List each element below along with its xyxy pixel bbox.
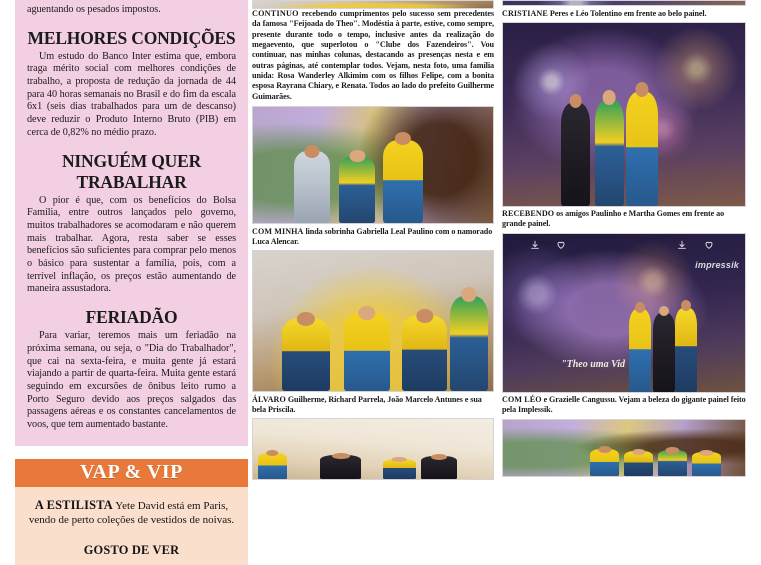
caption-lead: COM MINHA <box>252 226 304 236</box>
section-body-melhores-condicoes: Um estudo do Banco Inter estima que, embora traga mérito social com melhores condições de trabalho, a proposta de redução da jornada de 44 para 40 horas semanais no Brasil e do fim da escala 6x1 (seis dias trabalhados para um de descanso) deve reduzir o Produto Interno Bruto (PIB) em cerca de 0,82% no médio prazo. <box>27 50 236 138</box>
head-shape <box>431 454 447 460</box>
section-body-feriadao: Para variar, teremos mais um feriadão na próxima semana, ou seja, o "Dia do Trabalhador", que cai na sexta-feira, e muita gente já estará viajando a partir de quarta-feira. Muita gente estará seguindo em excursões de ônibus leito rumo a Porto Seguro devido aos preços salgados das passagens aéreas e os constantes cancelamentos de voos, que tem aumentado bastante. <box>27 330 236 431</box>
person-silhouette <box>383 140 424 224</box>
photo-leo-grazielle <box>502 233 746 393</box>
vap-vip-banner <box>15 459 248 487</box>
photo-cristiane-leo <box>502 22 746 207</box>
person-silhouette <box>675 308 697 392</box>
download-icon[interactable] <box>677 240 687 250</box>
person-silhouette <box>653 313 675 392</box>
person-silhouette <box>658 450 687 476</box>
panel-title-text: "Theo uma Vid <box>561 358 625 370</box>
head-shape <box>266 450 278 456</box>
person-silhouette <box>344 313 390 391</box>
head-shape <box>603 90 616 105</box>
head-shape <box>632 449 645 455</box>
download-icon[interactable] <box>530 240 540 250</box>
heart-icon[interactable] <box>704 240 714 250</box>
intro-paragraph-continuo <box>252 9 494 106</box>
person-silhouette <box>383 459 417 479</box>
person-silhouette <box>282 318 330 391</box>
caption-lead: CRISTIANE <box>502 8 548 18</box>
section-heading-ninguem-quer-trabalhar: NINGUÉM QUER TRABALHAR <box>61 150 202 192</box>
head-shape <box>416 309 433 323</box>
caption-lead: COM LÉO <box>502 395 542 405</box>
person-silhouette <box>561 103 590 205</box>
person-silhouette <box>339 156 375 223</box>
caption-text: linda sobrinha Gabriella Leal Paulino com o namorado Luca Alencar. <box>252 226 493 246</box>
photo-top-sliver <box>252 0 494 9</box>
head-shape <box>598 446 611 453</box>
person-silhouette <box>624 451 653 476</box>
vap-vip-item-gosto-de-ver <box>26 543 237 558</box>
head-shape <box>350 150 365 162</box>
person-silhouette <box>629 309 651 391</box>
person-silhouette <box>421 456 457 479</box>
person-silhouette <box>402 315 448 391</box>
head-shape <box>358 306 375 321</box>
person-silhouette <box>590 449 619 476</box>
editorial-column <box>0 0 248 558</box>
caption-text: Guilherme, Richard Parrela, João Marcelo Antunes e sua bela Priscila. <box>252 394 482 414</box>
caption-photo-paulinho-martha <box>502 207 746 233</box>
vap-vip-title: VAP & VIP <box>80 461 183 484</box>
caption-text: Peres e Léo Tolentino em frente ao belo painel. <box>549 8 707 18</box>
person-silhouette <box>320 455 361 479</box>
head-shape <box>392 457 407 462</box>
photo-watermark: impressik <box>695 260 739 271</box>
head-shape <box>659 306 669 316</box>
person-silhouette <box>692 452 721 476</box>
vap-vip-item-estilista <box>26 498 237 527</box>
section-heading-feriadao: FERIADÃO <box>85 307 178 328</box>
continuation-line: aguentando os pesados impostos. <box>27 4 161 15</box>
caption-lead: ÁLVARO <box>252 394 286 404</box>
head-shape <box>636 82 649 97</box>
vap-vip-kicker-estilista: A ESTILISTA <box>34 497 113 512</box>
person-silhouette <box>294 151 330 223</box>
head-shape <box>297 312 315 327</box>
caption-photo-leo-grazielle <box>502 393 746 419</box>
heart-icon[interactable] <box>556 240 566 250</box>
caption-photo-familia-mural <box>252 224 494 250</box>
caption-lead: RECEBENDO <box>502 209 555 219</box>
photo-column-right <box>498 0 754 492</box>
head-shape <box>700 450 713 456</box>
vap-vip-kicker-gosto-de-ver: GOSTO DE VER <box>83 543 180 558</box>
person-silhouette <box>258 453 287 479</box>
head-shape <box>304 145 319 158</box>
photo-grupo-painel <box>502 419 746 477</box>
intro-body-continuo: recebendo cumprimentos pelo sucesso sem precedentes da famosa "Feijoada do Theo". Modéstia à parte, estive, como sempre, presente durante todo o tempo, inclusive antes da realização do megaevento, que superlotou o "Clube dos Fazendeiros". Vou continuar, nas minhas colunas, destacando as presenças nesta e em outras páginas, até contemplar todos. Vejam, nesta foto, uma família unida: Rosa Wanderley Alkimim com os filhos Felipe, com a bonita esposa Rayrana Chiary, e Renata. Todos ao lado do prefeito Guilherme Guimarães. <box>252 9 495 101</box>
head-shape <box>681 300 691 311</box>
person-silhouette <box>595 100 624 206</box>
person-silhouette <box>450 296 488 391</box>
photo-familia-mural <box>252 106 494 224</box>
head-shape <box>332 453 350 459</box>
caption-photo-cristiane-leo <box>502 6 746 22</box>
pink-editorial-block <box>15 0 248 446</box>
head-shape <box>569 94 582 108</box>
photo-interior-evento <box>252 418 494 480</box>
section-body-ninguem-quer-trabalhar: O pior é que, com os benefícios do Bolsa Família, entre outros lançados pelo governo, muitos trabalhadores se acomodaram e não querem mais trabalhar. Agora, resta saber se esses benefícios são suficientes para comprar pelo menos o básico para sustentar a família, pois, com a terrível inflação, os preços estão aumentando de maneira assustadora. <box>27 194 236 295</box>
head-shape <box>635 302 645 313</box>
intro-lead-continuo: CONTINUO <box>252 9 299 18</box>
head-shape <box>461 287 476 302</box>
caption-photo-mesa-feijoada <box>252 392 494 418</box>
photo-column-center <box>248 0 498 492</box>
vap-vip-block <box>15 487 248 565</box>
caption-text: os amigos Paulinho e Martha Gomes em frente ao grande painel. <box>502 209 725 229</box>
head-shape <box>395 132 411 145</box>
photo-top-sliver-right <box>502 0 746 6</box>
person-silhouette <box>626 92 657 205</box>
vap-vip-text-estilista: Yete David está em Paris, vendo de perto coleções de vestidos de noivas. <box>28 499 235 526</box>
section-heading-melhores-condicoes: MELHORES CONDIÇÕES <box>27 27 236 48</box>
photo-mesa-feijoada <box>252 250 494 392</box>
caption-text: e Grazielle Cangussu. Vejam a beleza do gigante painel feito pela Implessik. <box>502 395 746 415</box>
head-shape <box>666 447 679 454</box>
